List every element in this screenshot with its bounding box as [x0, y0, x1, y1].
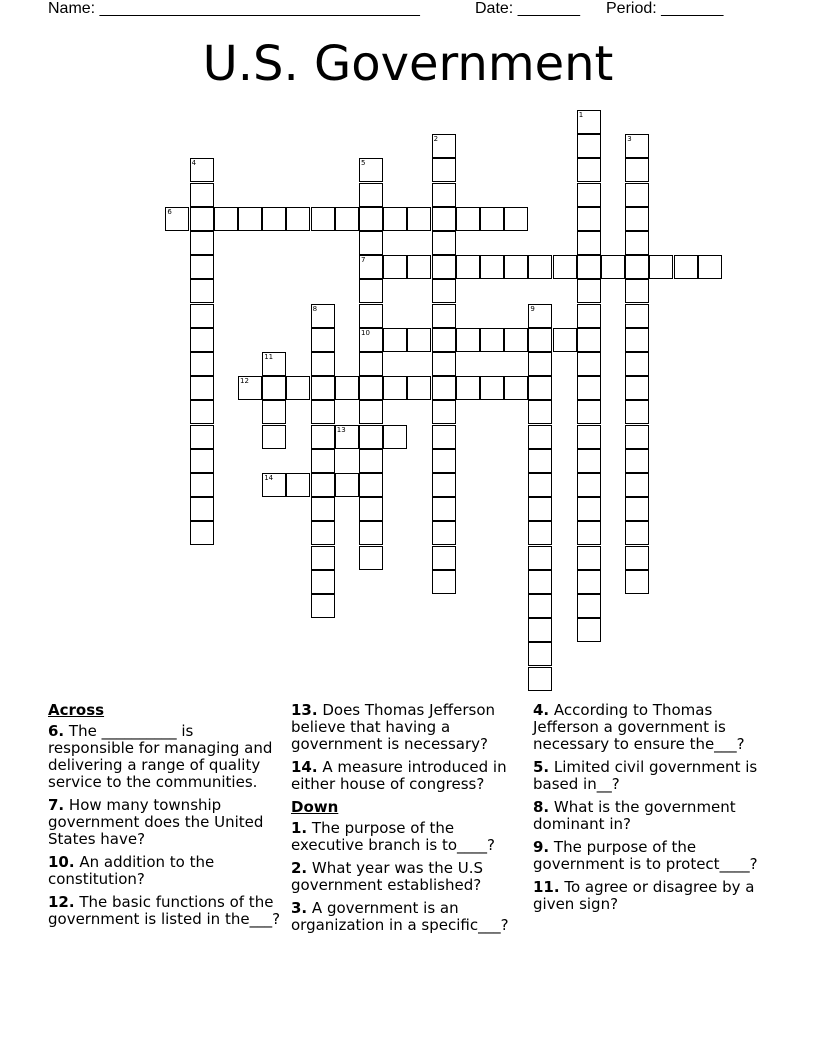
grid-cell[interactable] — [238, 376, 262, 400]
grid-cell[interactable] — [262, 400, 286, 424]
clue-text: A measure introduced in either house of congress? — [291, 758, 507, 793]
grid-cell[interactable] — [359, 352, 383, 376]
grid-cell[interactable] — [504, 255, 528, 279]
grid-cell[interactable] — [432, 497, 456, 521]
clue-item — [48, 797, 284, 848]
clue-text: What year was the U.S government established? — [291, 859, 484, 894]
grid-cell[interactable] — [577, 497, 601, 521]
name-field-label[interactable]: Name: ____________________________________ — [48, 0, 420, 17]
grid-cell[interactable] — [528, 521, 552, 545]
grid-cell[interactable] — [625, 328, 649, 352]
clue-item — [291, 820, 527, 854]
grid-cell[interactable] — [311, 449, 335, 473]
clue-number-label: 3 — [627, 135, 632, 144]
grid-cell[interactable] — [359, 473, 383, 497]
clue-text: The purpose of the executive branch is to____? — [291, 819, 495, 854]
grid-cell[interactable] — [625, 376, 649, 400]
clue-number: 14. — [291, 758, 318, 776]
grid-cell[interactable] — [577, 110, 601, 134]
grid-cell[interactable] — [359, 183, 383, 207]
grid-cell[interactable] — [577, 546, 601, 570]
grid-cell[interactable] — [190, 497, 214, 521]
clue-text: Does Thomas Jefferson believe that having a government is necessary? — [291, 701, 495, 753]
grid-cell[interactable] — [674, 255, 698, 279]
grid-cell[interactable] — [190, 279, 214, 303]
grid-cell[interactable] — [528, 304, 552, 328]
grid-cell[interactable] — [528, 570, 552, 594]
grid-cell[interactable] — [456, 328, 480, 352]
grid-cell[interactable] — [528, 352, 552, 376]
grid-cell[interactable] — [262, 207, 286, 231]
grid-cell[interactable] — [528, 473, 552, 497]
grid-cell[interactable] — [625, 304, 649, 328]
clue-item — [291, 702, 527, 753]
grid-cell[interactable] — [625, 497, 649, 521]
grid-cell[interactable] — [528, 449, 552, 473]
grid-cell[interactable] — [480, 255, 504, 279]
grid-cell[interactable] — [311, 546, 335, 570]
grid-cell[interactable] — [456, 207, 480, 231]
grid-cell[interactable] — [625, 473, 649, 497]
grid-cell[interactable] — [190, 352, 214, 376]
grid-cell[interactable] — [432, 279, 456, 303]
grid-cell[interactable] — [432, 521, 456, 545]
grid-cell[interactable] — [190, 158, 214, 182]
clue-text: How many township government does the United States have? — [48, 796, 264, 848]
grid-cell[interactable] — [625, 521, 649, 545]
grid-cell[interactable] — [432, 425, 456, 449]
grid-cell[interactable] — [625, 570, 649, 594]
grid-cell[interactable] — [359, 425, 383, 449]
grid-cell[interactable] — [190, 183, 214, 207]
grid-cell[interactable] — [625, 207, 649, 231]
grid-cell[interactable] — [311, 328, 335, 352]
grid-cell[interactable] — [432, 400, 456, 424]
clue-number-label: 1 — [578, 111, 584, 119]
grid-cell[interactable] — [625, 546, 649, 570]
grid-cell[interactable] — [528, 618, 552, 642]
grid-cell[interactable] — [335, 376, 359, 400]
grid-cell[interactable] — [311, 473, 335, 497]
across-clue-list-continued — [291, 702, 527, 793]
grid-cell[interactable] — [311, 497, 335, 521]
grid-cell[interactable] — [577, 231, 601, 255]
grid-cell[interactable] — [625, 279, 649, 303]
grid-cell[interactable] — [407, 328, 431, 352]
clues-column-1 — [48, 702, 284, 934]
down-heading: Down — [291, 798, 339, 816]
grid-cell[interactable] — [311, 521, 335, 545]
grid-cell[interactable] — [625, 134, 649, 158]
grid-cell[interactable] — [528, 497, 552, 521]
clue-item — [533, 759, 769, 793]
grid-cell[interactable] — [190, 473, 214, 497]
grid-cell[interactable] — [577, 328, 601, 352]
clue-number: 11. — [533, 878, 560, 896]
grid-cell[interactable] — [190, 207, 214, 231]
clue-number: 1. — [291, 819, 308, 837]
clue-item — [533, 799, 769, 833]
grid-cell[interactable] — [359, 497, 383, 521]
grid-cell[interactable] — [432, 231, 456, 255]
grid-cell[interactable] — [577, 473, 601, 497]
clues-column-2 — [291, 702, 527, 940]
grid-cell[interactable] — [577, 449, 601, 473]
grid-cell[interactable] — [311, 376, 335, 400]
grid-cell[interactable] — [335, 425, 359, 449]
clue-number: 2. — [291, 859, 308, 877]
down-clue-list — [291, 820, 527, 934]
grid-cell[interactable] — [577, 158, 601, 182]
grid-cell[interactable] — [190, 304, 214, 328]
clue-text: What is the government dominant in? — [533, 798, 736, 833]
grid-cell[interactable] — [480, 207, 504, 231]
grid-cell[interactable] — [528, 255, 552, 279]
grid-cell[interactable] — [190, 376, 214, 400]
grid-cell[interactable] — [504, 328, 528, 352]
clue-item — [533, 879, 769, 913]
grid-cell[interactable] — [359, 207, 383, 231]
grid-cell[interactable] — [311, 352, 335, 376]
clue-text: To agree or disagree by a given sign? — [533, 878, 755, 913]
clue-number: 6. — [48, 722, 65, 740]
across-heading: Across — [48, 701, 105, 719]
clue-text: A government is an organization in a specific___? — [291, 899, 509, 934]
grid-cell[interactable] — [432, 328, 456, 352]
grid-cell[interactable] — [528, 642, 552, 666]
grid-cell[interactable] — [625, 449, 649, 473]
grid-cell[interactable] — [577, 183, 601, 207]
grid-cell[interactable] — [432, 570, 456, 594]
clue-text: The basic functions of the government is listed in the___? — [48, 893, 281, 928]
clue-item — [291, 860, 527, 894]
clue-number: 13. — [291, 701, 318, 719]
grid-cell[interactable] — [190, 231, 214, 255]
grid-cell[interactable] — [359, 400, 383, 424]
grid-cell[interactable] — [238, 207, 262, 231]
grid-cell[interactable] — [359, 158, 383, 182]
grid-cell[interactable] — [577, 570, 601, 594]
grid-cell[interactable] — [625, 158, 649, 182]
grid-cell[interactable] — [335, 207, 359, 231]
grid-cell[interactable] — [432, 183, 456, 207]
grid-cell[interactable] — [625, 183, 649, 207]
clue-item — [48, 894, 284, 928]
grid-cell[interactable] — [577, 207, 601, 231]
grid-cell[interactable] — [432, 304, 456, 328]
grid-cell[interactable] — [432, 134, 456, 158]
clue-number: 12. — [48, 893, 75, 911]
grid-cell[interactable] — [359, 449, 383, 473]
clue-number-label: 4 — [191, 159, 197, 168]
clue-text: According to Thomas Jefferson a government is necessary to ensure the___? — [533, 701, 745, 753]
clue-item — [291, 900, 527, 934]
clue-text: The purpose of the government is to protect____? — [533, 838, 758, 873]
grid-cell[interactable] — [262, 352, 286, 376]
grid-cell[interactable] — [311, 400, 335, 424]
grid-cell[interactable] — [432, 376, 456, 400]
grid-cell[interactable] — [528, 376, 552, 400]
grid-cell[interactable] — [456, 376, 480, 400]
grid-cell[interactable] — [190, 400, 214, 424]
grid-cell[interactable] — [504, 207, 528, 231]
grid-cell[interactable] — [311, 425, 335, 449]
grid-cell[interactable] — [383, 425, 407, 449]
grid-cell[interactable] — [432, 449, 456, 473]
grid-cell[interactable] — [190, 449, 214, 473]
grid-cell[interactable] — [311, 304, 335, 328]
grid-cell[interactable] — [359, 304, 383, 328]
clue-number: 10. — [48, 853, 75, 871]
grid-cell[interactable] — [577, 425, 601, 449]
clue-number-label: 7 — [361, 256, 366, 265]
grid-cell[interactable] — [359, 255, 383, 279]
grid-cell[interactable] — [577, 255, 601, 279]
grid-cell[interactable] — [432, 255, 456, 279]
grid-cell[interactable] — [359, 328, 383, 352]
clue-text: Limited civil government is based in__? — [533, 758, 758, 793]
grid-cell[interactable] — [432, 158, 456, 182]
grid-cell[interactable] — [649, 255, 673, 279]
grid-cell[interactable] — [359, 376, 383, 400]
clue-item — [48, 723, 284, 791]
clue-number: 7. — [48, 796, 65, 814]
grid-cell[interactable] — [625, 400, 649, 424]
grid-cell[interactable] — [214, 207, 238, 231]
grid-cell[interactable] — [286, 376, 310, 400]
down-clue-list-continued — [533, 702, 769, 913]
grid-cell[interactable] — [359, 546, 383, 570]
grid-cell[interactable] — [625, 352, 649, 376]
clues-column-3 — [533, 702, 769, 919]
grid-cell[interactable] — [698, 255, 722, 279]
clue-number: 9. — [533, 838, 550, 856]
grid-cell[interactable] — [577, 134, 601, 158]
grid-cell[interactable] — [432, 207, 456, 231]
grid-cell[interactable] — [359, 279, 383, 303]
grid-cell[interactable] — [456, 255, 480, 279]
grid-cell[interactable] — [577, 594, 601, 618]
grid-cell[interactable] — [577, 618, 601, 642]
clue-item — [291, 759, 527, 793]
grid-cell[interactable] — [577, 521, 601, 545]
date-field-label[interactable]: Date: _______ — [475, 0, 580, 17]
clue-number-label: 14 — [264, 474, 274, 482]
grid-cell[interactable] — [577, 376, 601, 400]
grid-cell[interactable] — [407, 376, 431, 400]
grid-cell[interactable] — [577, 352, 601, 376]
grid-cell[interactable] — [553, 328, 577, 352]
grid-cell[interactable] — [577, 400, 601, 424]
grid-cell[interactable] — [190, 425, 214, 449]
clue-number-label: 5 — [361, 159, 366, 168]
grid-cell[interactable] — [504, 376, 528, 400]
grid-cell[interactable] — [480, 376, 504, 400]
clue-number-label: 10 — [361, 328, 370, 337]
grid-cell[interactable] — [528, 400, 552, 424]
grid-cell[interactable] — [311, 570, 335, 594]
grid-cell[interactable] — [286, 207, 310, 231]
grid-cell[interactable] — [528, 425, 552, 449]
clue-number: 5. — [533, 758, 550, 776]
grid-cell[interactable] — [601, 255, 625, 279]
grid-cell[interactable] — [383, 255, 407, 279]
grid-cell[interactable] — [190, 255, 214, 279]
clue-number: 8. — [533, 798, 550, 816]
grid-cell[interactable] — [432, 473, 456, 497]
clue-number-label: 12 — [240, 377, 249, 386]
grid-cell[interactable] — [262, 473, 286, 497]
grid-cell[interactable] — [480, 328, 504, 352]
grid-cell[interactable] — [528, 667, 552, 691]
grid-cell[interactable] — [190, 521, 214, 545]
grid-cell[interactable] — [625, 231, 649, 255]
clue-number-label: 8 — [312, 304, 318, 313]
clue-item — [533, 839, 769, 873]
clue-number: 4. — [533, 701, 550, 719]
grid-cell[interactable] — [625, 425, 649, 449]
clue-number-label: 9 — [530, 304, 535, 313]
page-title: U.S. Government — [202, 36, 614, 92]
clue-number-label: 11 — [264, 353, 274, 361]
grid-cell[interactable] — [407, 207, 431, 231]
grid-cell[interactable] — [553, 255, 577, 279]
grid-cell[interactable] — [432, 546, 456, 570]
grid-cell[interactable] — [528, 328, 552, 352]
clue-number: 3. — [291, 899, 308, 917]
clue-item — [48, 854, 284, 888]
period-field-label[interactable]: Period: _______ — [606, 0, 724, 17]
clue-number-label: 6 — [167, 207, 172, 216]
grid-cell[interactable] — [262, 425, 286, 449]
grid-cell[interactable] — [359, 231, 383, 255]
across-clue-list — [48, 723, 284, 928]
grid-cell[interactable] — [190, 328, 214, 352]
grid-cell[interactable] — [383, 207, 407, 231]
clue-item — [533, 702, 769, 753]
clue-text: The __________ is responsible for managing and delivering a range of quality service to the communities. — [48, 722, 273, 791]
clue-number-label: 13 — [336, 425, 346, 434]
grid-cell[interactable] — [383, 328, 407, 352]
grid-cell[interactable] — [577, 304, 601, 328]
grid-cell[interactable] — [432, 352, 456, 376]
grid-cell[interactable] — [335, 473, 359, 497]
grid-cell[interactable] — [311, 207, 335, 231]
grid-cell[interactable] — [625, 255, 649, 279]
grid-cell[interactable] — [528, 546, 552, 570]
grid-cell[interactable] — [311, 594, 335, 618]
grid-cell[interactable] — [359, 521, 383, 545]
grid-cell[interactable] — [528, 594, 552, 618]
grid-cell[interactable] — [577, 279, 601, 303]
clue-text: An addition to the constitution? — [48, 853, 215, 888]
grid-cell[interactable] — [286, 473, 310, 497]
grid-cell[interactable] — [383, 376, 407, 400]
grid-cell[interactable] — [165, 207, 189, 231]
grid-cell[interactable] — [262, 376, 286, 400]
grid-cell[interactable] — [407, 255, 431, 279]
clue-number-label: 2 — [433, 135, 439, 144]
